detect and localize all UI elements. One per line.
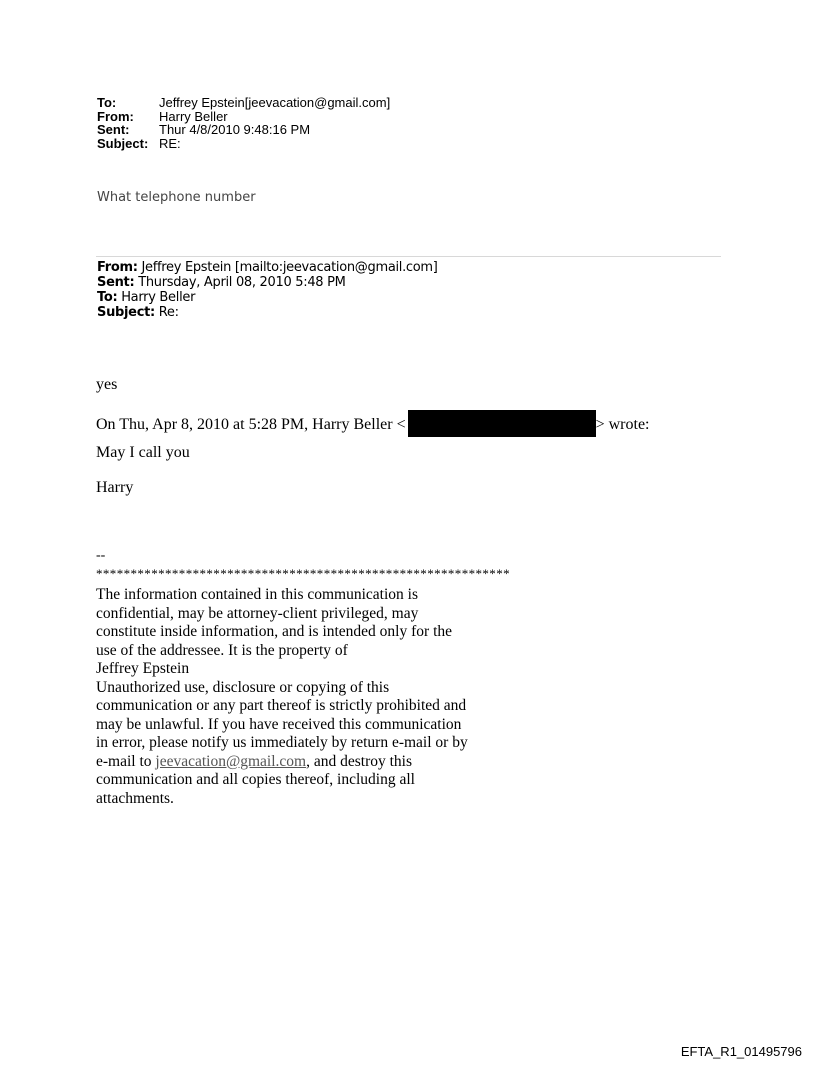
subject-label: Subject:: [97, 135, 149, 151]
disclaimer-p3b: , and destroy this communication and all copies thereof, including all attachments.: [96, 752, 415, 807]
quoted-sent-value: Thursday, April 08, 2010 5:48 PM: [134, 275, 346, 290]
quoted-signature: Harry: [96, 479, 134, 496]
from-label: From:: [97, 108, 134, 124]
disclaimer-p1: The information contained in this communication is confidential, may be attorney-client privileged, may constitute inside information, and is intended only for the use of the addressee. It is the property of: [96, 586, 453, 659]
quoted-sent-row: [97, 275, 438, 290]
email-link[interactable]: jeevacation@gmail.com: [155, 752, 307, 770]
signature-separator: --: [96, 548, 106, 563]
quoted-subject-value: Re:: [154, 305, 179, 320]
disclaimer-p3a: Unauthorized use, disclosure or copying of this communication or any part thereof is strictly prohibited and may be unlawful. If you have received this communication in error, please notify us immediately by return e-mail or by e-mail to: [96, 678, 468, 770]
quoted-message: May I call you: [96, 444, 190, 461]
to-value: Jeffrey Epstein[jeevacation@gmail.com]: [159, 95, 391, 110]
on-line-prefix: On Thu, Apr 8, 2010 at 5:28 PM, Harry Beller <: [96, 416, 406, 433]
quoted-from-value: Jeffrey Epstein [mailto:jeevacation@gmail.com]: [137, 260, 438, 275]
quoted-subject-row: [97, 305, 438, 320]
quoted-to-label: To:: [97, 290, 118, 305]
to-row: [97, 96, 390, 110]
quoted-to-value: Harry Beller: [117, 290, 196, 305]
from-value: Harry Beller: [159, 108, 228, 124]
quoted-sent-label: Sent:: [97, 275, 135, 290]
quoted-on-line: [96, 410, 650, 437]
sent-value: Thur 4/8/2010 9:48:16 PM: [159, 122, 311, 137]
subject-value: RE:: [159, 135, 181, 151]
disclaimer-p3: [96, 679, 476, 809]
document-id: EFTA_R1_01495796: [680, 1044, 802, 1059]
to-label: To:: [97, 95, 117, 110]
disclaimer: [96, 586, 476, 808]
disclaimer-p2: Jeffrey Epstein: [96, 660, 190, 677]
quote-divider: [96, 256, 721, 257]
quoted-yes: yes: [96, 376, 118, 393]
reply-body: What telephone number: [97, 190, 256, 205]
sent-row: [97, 123, 390, 137]
quoted-from-label: From:: [97, 260, 138, 275]
from-row: [97, 110, 390, 124]
quoted-subject-label: Subject:: [97, 305, 155, 320]
subject-row: [97, 137, 390, 151]
email-header: [97, 96, 390, 150]
on-line-suffix: > wrote:: [595, 416, 650, 433]
redaction-box: [408, 410, 596, 437]
asterisk-rule: ************************************************************: [96, 566, 510, 581]
quoted-header: [97, 260, 438, 320]
sent-label: Sent:: [97, 122, 130, 137]
quoted-from-row: [97, 260, 438, 275]
quoted-to-row: [97, 290, 438, 305]
